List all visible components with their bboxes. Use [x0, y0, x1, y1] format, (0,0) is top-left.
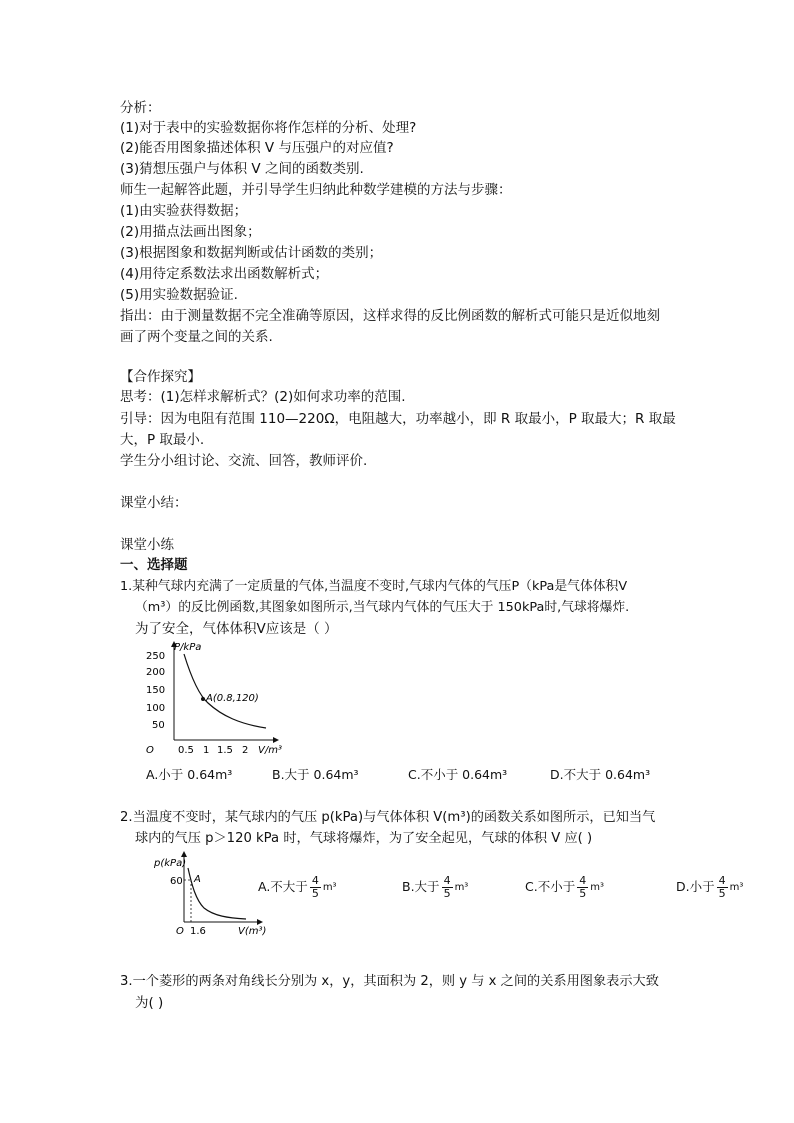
note-line-2: 画了两个变量之间的关系. — [120, 329, 273, 345]
q1-line-2: （m³）的反比例函数,其图象如图所示,当气球内气体的气压大于 150kPa时,气球将爆炸. — [135, 600, 630, 615]
q2-option-b-unit: m³ — [454, 882, 469, 893]
analysis-item-3: (3)猜想压强户与体积 V 之间的函数类别. — [120, 161, 364, 177]
q2-xtick: 1.6 — [190, 926, 206, 937]
q2-ytick: 60 — [170, 876, 183, 887]
q2-option-d-prefix: D.小于 — [676, 879, 715, 894]
q1-option-a[interactable]: A.小于 0.64m³ — [146, 767, 233, 782]
q3-line-1: 3.一个菱形的两条对角线长分别为 x，y，其面积为 2，则 y 与 x 之间的关系用图象表示大致 — [120, 974, 659, 989]
q1-ytick-100: 100 — [146, 703, 166, 714]
q1-point-label: A(0.8,120) — [206, 693, 259, 704]
q1-graph — [140, 640, 290, 760]
q1-ylabel: P/kPa — [174, 642, 202, 653]
analysis-item-1: (1)对于表中的实验数据你将作怎样的分析、处理? — [120, 120, 417, 136]
q1-xtick-1: 1 — [203, 745, 210, 756]
q1-xlabel: V/m³ — [258, 745, 282, 756]
q1-ytick-200: 200 — [146, 667, 166, 678]
discuss-line: 学生分小组讨论、交流、回答，教师评价. — [120, 453, 368, 469]
note-line-1: 指出：由于测量数据不完全准确等原因，这样求得的反比例函数的解析式可能只是近似地刻 — [120, 308, 660, 324]
q2-ylabel: p(kPa) — [154, 858, 187, 869]
q3-line-2: 为( ) — [135, 995, 164, 1011]
q2-option-d[interactable] — [676, 875, 743, 900]
q1-curve — [184, 654, 266, 728]
q2-option-b-prefix: B.大于 — [402, 879, 440, 894]
step-2: (2)用描点法画出图象； — [120, 224, 261, 240]
summary-intro: 师生一起解答此题，并引导学生归纳此种数学建模的方法与步骤： — [120, 182, 512, 198]
analysis-heading: 分析： — [120, 100, 161, 116]
q1-ytick-250: 250 — [146, 651, 166, 662]
think-line: 思考：(1)怎样求解析式？(2)如何求功率的范围. — [120, 389, 406, 405]
q2-xlabel: V(m³) — [238, 926, 267, 937]
q2-option-b[interactable] — [402, 875, 468, 900]
q2-option-c-fraction: $\frac{4}{5}$ — [579, 874, 587, 900]
section-1-heading: 一、选择题 — [120, 557, 188, 573]
q2-option-d-fraction: $\frac{4}{5}$ — [718, 874, 726, 900]
q2-option-a-prefix: A.不大于 — [258, 879, 308, 894]
summary-heading: 课堂小结： — [120, 495, 188, 511]
q2-point-label: A — [194, 874, 201, 885]
q2-option-a-fraction: $\frac{4}{5}$ — [311, 874, 319, 900]
q1-option-b[interactable]: B.大于 0.64m³ — [272, 767, 359, 782]
q2-option-b-fraction: $\frac{4}{5}$ — [443, 874, 451, 900]
analysis-item-2: (2)能否用图象描述体积 V 与压强户的对应值? — [120, 140, 394, 156]
q2-option-c-unit: m³ — [590, 882, 604, 893]
q2-graph — [150, 850, 270, 942]
step-3: (3)根据图象和数据判断或估计函数的类别； — [120, 245, 383, 261]
q1-xtick-2: 2 — [242, 745, 249, 756]
q1-line-3: 为了安全，气体体积V应该是（ ） — [135, 621, 338, 637]
q1-xtick-1.5: 1.5 — [217, 745, 233, 756]
step-4: (4)用待定系数法求出函数解析式； — [120, 266, 329, 282]
q1-point-a — [201, 697, 205, 701]
q2-origin: O — [176, 926, 184, 937]
q1-ytick-150: 150 — [146, 685, 166, 696]
q2-option-d-unit: m³ — [729, 882, 744, 893]
q2-option-c[interactable] — [525, 875, 604, 900]
q2-option-a[interactable] — [258, 875, 337, 900]
q2-option-a-unit: m³ — [322, 882, 337, 893]
q1-xtick-0.5: 0.5 — [178, 745, 194, 756]
q1-option-c[interactable]: C.不小于 0.64m³ — [408, 767, 508, 782]
q2-line-2: 球内的气压 p＞120 kPa 时，气球将爆炸，为了安全起见，气球的体积 V 应( ) — [135, 831, 593, 846]
step-1: (1)由实验获得数据； — [120, 203, 248, 219]
practice-heading: 课堂小练 — [120, 537, 174, 553]
cooperate-heading: 【合作探究】 — [120, 369, 201, 385]
q2-line-1: 2.当温度不变时，某气球内的气压 p(kPa)与气体体积 V(m³)的函数关系如图所示，已知当气 — [120, 810, 656, 825]
q1-option-d[interactable]: D.不大于 0.64m³ — [550, 767, 651, 782]
q1-origin: O — [146, 745, 154, 756]
guide-line-2: 大，P 取最小. — [120, 432, 205, 448]
step-5: (5)用实验数据验证. — [120, 287, 238, 303]
q2-option-c-prefix: C.不小于 — [525, 879, 576, 894]
guide-line-1: 引导：因为电阻有范围 110—220Ω，电阻越大，功率越小，即 R 取最小，P 取最大；R 取最 — [120, 411, 676, 427]
q1-ytick-50: 50 — [152, 720, 165, 731]
q1-line-1: 1.某种气球内充满了一定质量的气体,当温度不变时,气球内气体的气压P（kPa是气体体积V — [120, 579, 628, 594]
